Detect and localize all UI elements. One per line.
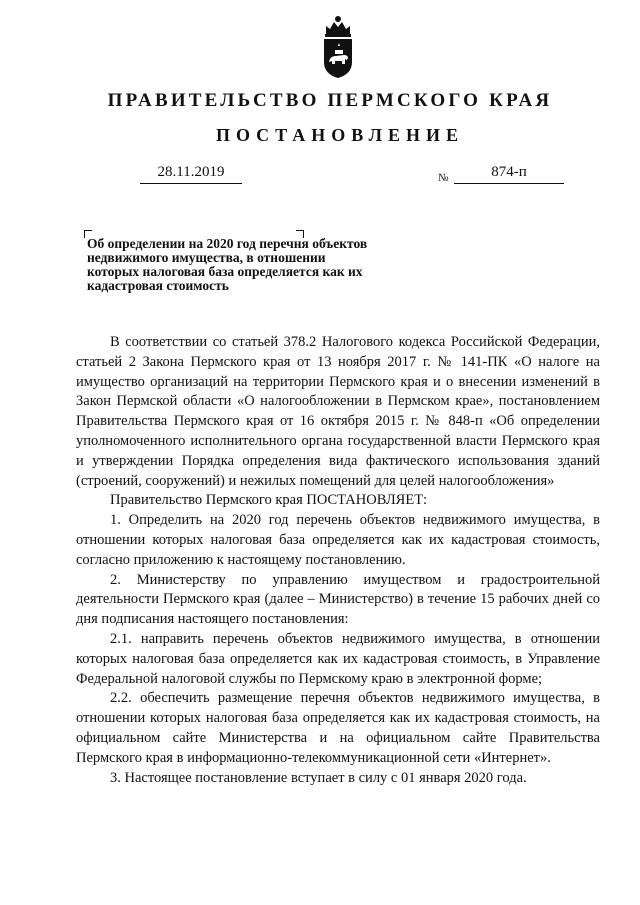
perm-krai-coat-of-arms-icon <box>318 14 358 80</box>
document-subject: Об определении на 2020 год перечня объектов недвижимого имущества, в отношении которых налоговая база определяется как их кадастровая стоимость <box>87 236 368 293</box>
document-number: 874-п <box>454 164 564 184</box>
paragraph-preamble: В соответствии со статьей 378.2 Налогового кодекса Российской Федерации, статьей 2 Закона Пермского края от 13 ноября 2017 г. № 141-ПК «О налоге на имущество организаций на территории Пермского края и о внесении изменений в Закон Пермской области «О налогообложении в Пермском крае», постановлением Правительства Пермского края от 16 октября 2015 г. № 848-п «Об определении уполномоченного исполнительного органа государственной власти Пермского края и утверждении Порядка определения вида фактического использования зданий (строений, сооружений) и нежилых помещений для целей налогообложения» <box>76 334 600 489</box>
paragraph-item-2-2: 2.2. обеспечить размещение перечня объектов недвижимого имущества, в отношении которых налоговая база определяется как их кадастровая стоимость, на официальном сайте Министерства и на официальном сайте Правительства Пермского края в информационно-телекоммуникационной сети «Интернет». <box>76 690 600 766</box>
paragraph-resolves: Правительство Пермского края ПОСТАНОВЛЯЕТ: <box>110 492 428 509</box>
document-type: ПОСТАНОВЛЕНИЕ <box>215 125 465 145</box>
paragraph-item-3: 3. Настоящее постановление вступает в силу с 01 января 2020 года. <box>110 769 527 786</box>
document-body <box>76 333 600 788</box>
paragraph-item-2-1: 2.1. направить перечень объектов недвижимого имущества, в отношении которых налоговая база определяется как их кадастровая стоимость, в Управление Федеральной налоговой службы по Пермскому краю в электронной форме; <box>76 630 600 687</box>
paragraph-item-1: 1. Определить на 2020 год перечень объектов недвижимого имущества, в отношении которых налоговая база определяется как их кадастровая стоимость, согласно приложению к настоящему постановлению. <box>76 512 600 568</box>
government-title: ПРАВИТЕЛЬСТВО ПЕРМСКОГО КРАЯ <box>107 90 553 111</box>
paragraph-item-2: 2. Министерству по управлению имуществом и градостроительной деятельности Пермского края (далее – Министерство) в течение 15 рабочих дней со дня подписания настоящего постановления: <box>76 571 600 628</box>
number-sign: № <box>438 172 449 184</box>
document-date: 28.11.2019 <box>140 164 242 184</box>
